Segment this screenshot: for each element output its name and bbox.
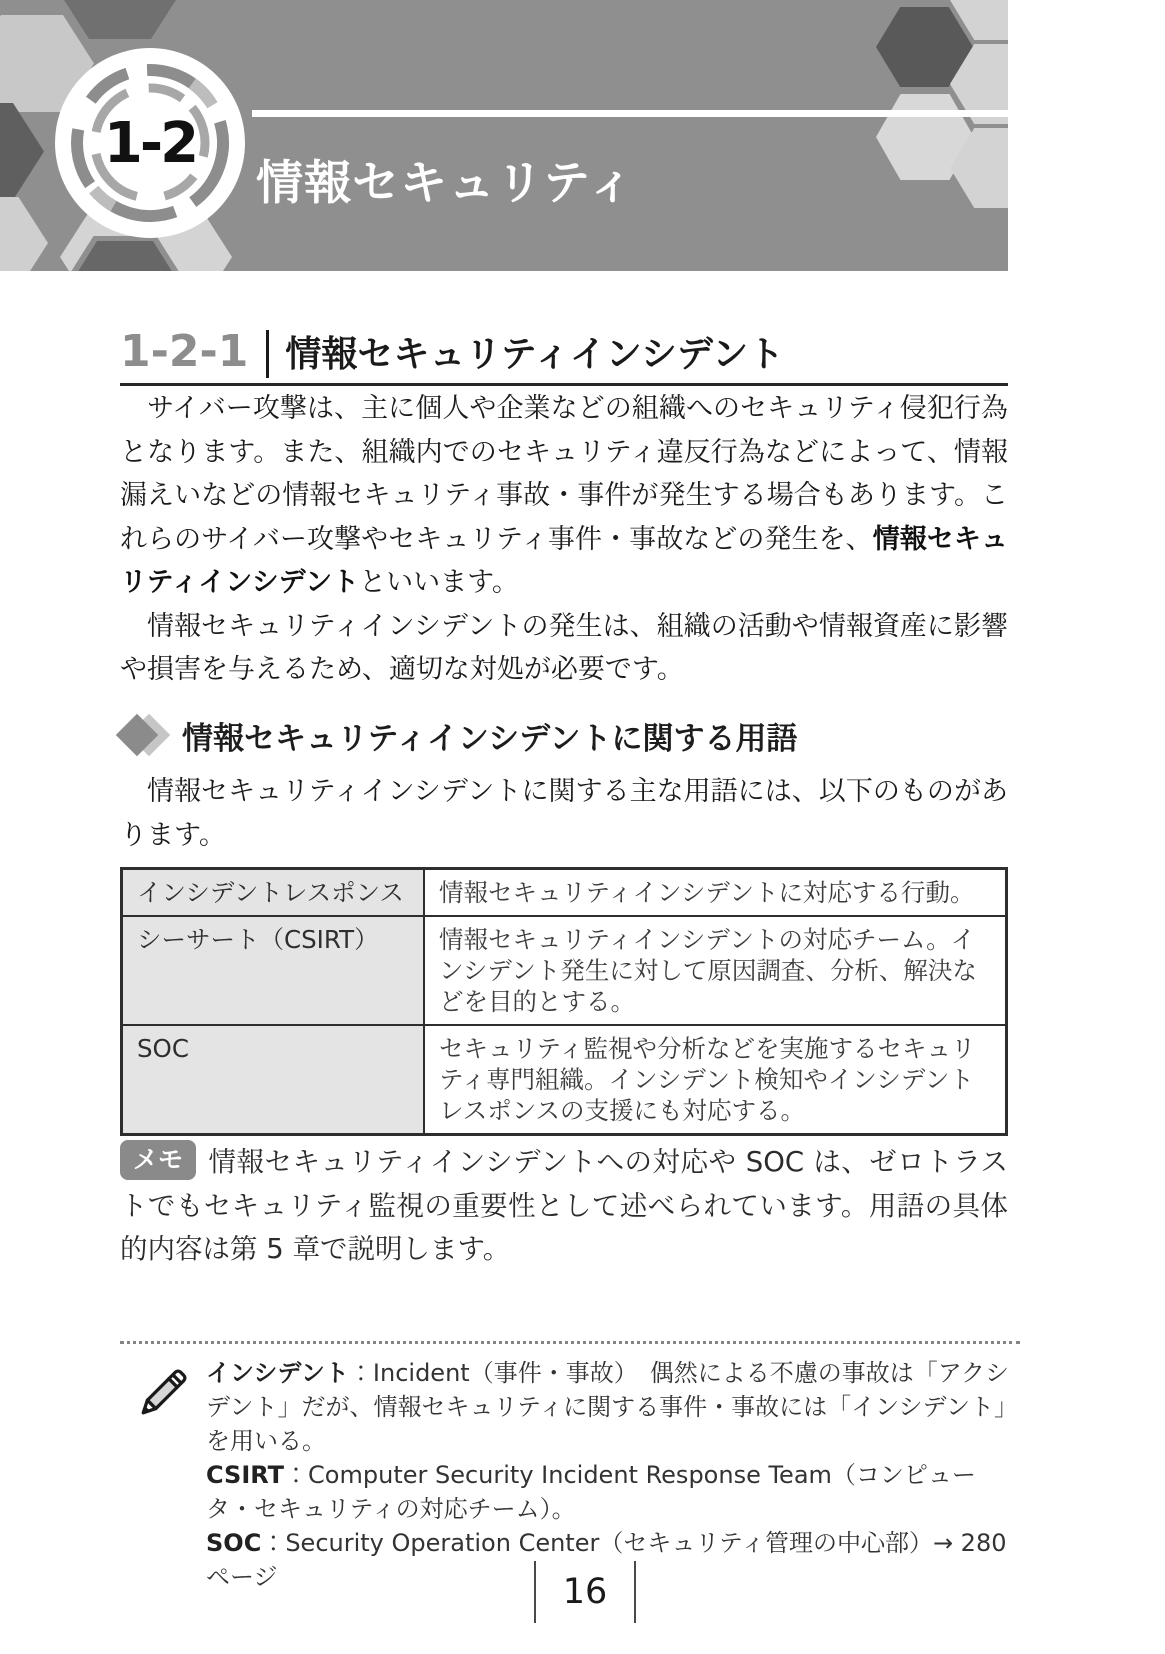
description-cell: 情報セキュリティインシデントの対応チーム。インシデント発生に対して原因調査、分析、解決などを目的とする。 [424, 916, 1007, 1025]
page-number: 16 [534, 1561, 636, 1623]
footnote-item: SOC：Security Operation Center（セキュリティ管理の中心部）→ 280 ページ [206, 1529, 1007, 1591]
paragraph: 情報セキュリティインシデントに関する主な用語には、以下のものがあります。 [120, 776, 1008, 851]
chapter-title: 情報セキュリティ [256, 156, 636, 211]
chapter-banner [0, 0, 1008, 271]
table-row [122, 869, 1007, 917]
term-cell: SOC [122, 1025, 425, 1135]
heading-divider [266, 330, 269, 378]
section-heading [120, 318, 1008, 386]
table-row [122, 1025, 1007, 1135]
subsection-lead [120, 770, 1008, 857]
memo-badge: メモ [120, 1140, 196, 1180]
chapter-number-badge [55, 48, 245, 238]
hexagon [0, 103, 44, 200]
footnote-divider [120, 1341, 1020, 1344]
paragraph: 情報セキュリティインシデントの発生は、組織の活動や情報資産に影響や損害を与えるため、適切な対処が必要です。 [120, 610, 1008, 685]
footnote-term: インシデント [206, 1359, 349, 1387]
intro-paragraphs [120, 387, 1008, 692]
pencil-icon [136, 1364, 192, 1420]
footnote-text [206, 1356, 1016, 1594]
description-cell: 情報セキュリティインシデントに対応する行動。 [424, 869, 1007, 917]
section-number: 1-2-1 [120, 326, 249, 377]
paragraph-text: サイバー攻撃は、主に個人や企業などの組織へのセキュリティ侵犯行為となります。また、組織内でのセキュリティ違反行為などによって、情報漏えいなどの情報セキュリティ事故・事件が発生する場合もあります。これらのサイバー攻撃やセキュリティ事件・事故などの発生を、 [120, 393, 1008, 555]
section-title: 情報セキュリティインシデント [285, 334, 785, 375]
hexagon [58, 0, 182, 39]
subsection-heading [118, 710, 798, 760]
term-cell: インシデントレスポンス [122, 869, 425, 917]
footnote-term: CSIRT [206, 1461, 285, 1489]
footnote-block [120, 1356, 1020, 1594]
paragraph-text: といいます。 [359, 567, 519, 598]
memo-note [120, 1141, 1008, 1272]
banner-rule [252, 110, 1008, 117]
terms-table [120, 867, 1008, 1136]
keyword-bold: 情報セキュリティインシデント [120, 523, 1008, 598]
subsection-title: 情報セキュリティインシデントに関する用語 [182, 720, 798, 757]
term-cell: シーサート（CSIRT） [122, 916, 425, 1025]
footnote-item: CSIRT：Computer Security Incident Response Team（コンピュータ・セキュリティの対応チーム）。 [206, 1461, 976, 1523]
memo-text: 情報セキュリティインシデントへの対応や SOC は、ゼロトラストでもセキュリティ監視の重要性として述べられています。用語の具体的内容は第 5 章で説明します。 [120, 1146, 1008, 1265]
description-cell: セキュリティ監視や分析などを実施するセキュリティ専門組織。インシデント検知やインシデントレスポンスの支援にも対応する。 [424, 1025, 1007, 1135]
footnote-term: SOC [206, 1529, 262, 1557]
paragraph [120, 387, 1008, 605]
hexagon [0, 197, 48, 271]
diamond-icon [118, 710, 170, 760]
footnote-item: インシデント：Incident（事件・事故） 偶然による不慮の事故は「アクシデント」だが、情報セキュリティに関する事件・事故には「インシデント」を用いる。 [206, 1359, 1009, 1455]
table-row [122, 916, 1007, 1025]
chapter-number: 1-2 [103, 110, 197, 176]
